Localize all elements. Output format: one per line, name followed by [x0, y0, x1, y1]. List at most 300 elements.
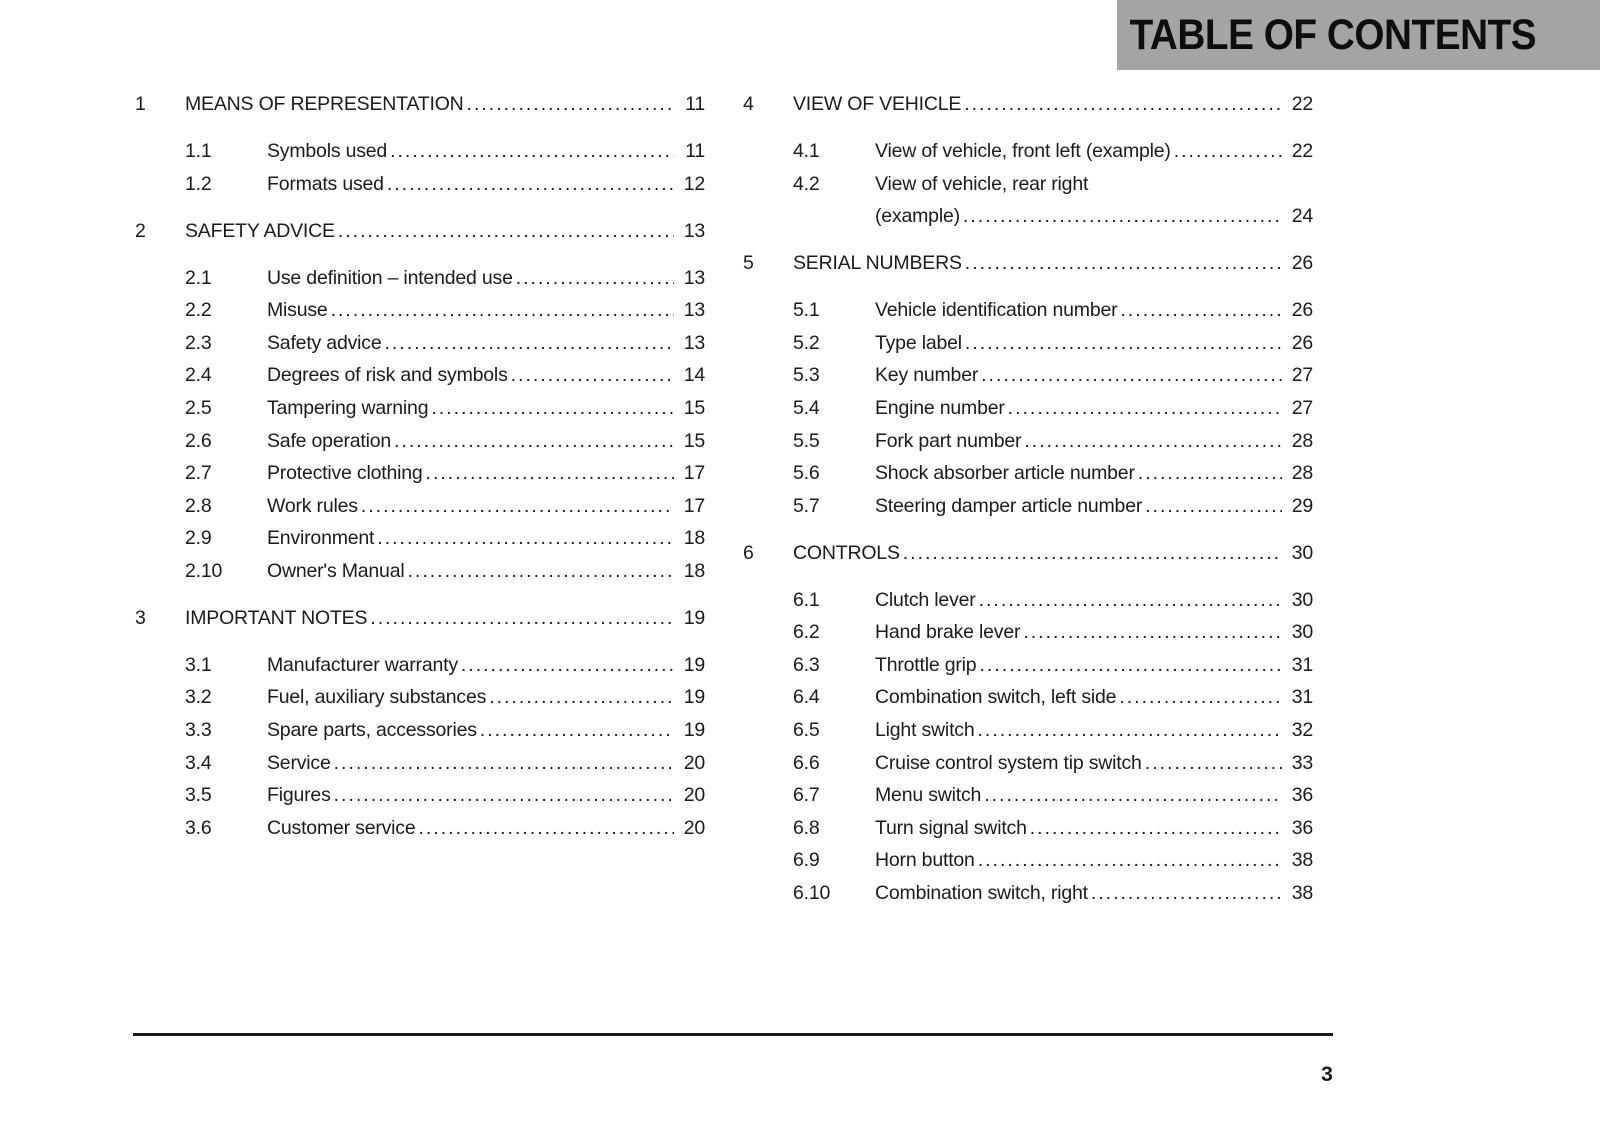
entry-number: 6.7 [793, 784, 820, 807]
entry-number: 2.10 [185, 559, 223, 582]
dot-leader [963, 200, 1282, 233]
entry-page-ref: 20 [683, 816, 705, 839]
entry-page-ref: 17 [683, 462, 705, 485]
entry-body [267, 359, 705, 392]
entry-line [875, 359, 1313, 392]
section-number: 2 [135, 219, 146, 242]
toc-column [743, 88, 1313, 910]
entry-page-ref: 32 [1291, 719, 1313, 742]
entry-number: 5.5 [793, 429, 820, 452]
toc-section [135, 88, 705, 200]
entry-number: 3.4 [185, 751, 212, 774]
dot-leader [984, 779, 1282, 812]
entry-line [875, 490, 1313, 523]
entry-page-ref: 26 [1291, 299, 1313, 322]
entry-title-wrap: View of vehicle, rear right [875, 172, 1089, 195]
entry-number: 6.1 [793, 588, 820, 611]
entry-title: Menu switch [875, 784, 982, 807]
entry-line [267, 555, 705, 588]
entry-line [875, 584, 1313, 617]
toc-entry [793, 649, 1313, 682]
entry-title: Fuel, auxiliary substances [267, 686, 487, 709]
entry-number: 6.5 [793, 719, 820, 742]
entry-number: 3.3 [185, 719, 212, 742]
entry-title: Formats used [267, 172, 384, 195]
section-number: 4 [743, 93, 754, 115]
dot-leader [394, 425, 674, 458]
page-title: TABLE OF CONTENTS [1129, 10, 1537, 59]
entry-line [267, 714, 705, 747]
toc-entry [793, 168, 1313, 233]
section-title: SERIAL NUMBERS [793, 252, 962, 275]
dot-leader [1023, 616, 1282, 649]
toc-entry [793, 294, 1313, 327]
entry-title: Figures [267, 784, 331, 807]
entry-body [267, 392, 705, 425]
toc-entry [793, 681, 1313, 714]
entry-number: 2.1 [185, 266, 212, 289]
dot-leader [1008, 392, 1282, 425]
section-title: VIEW OF VEHICLE [793, 93, 962, 115]
toc-entry [185, 359, 705, 392]
dot-leader [979, 584, 1282, 617]
entry-number: 6.3 [793, 653, 820, 676]
header-banner [1117, 0, 1600, 70]
entry-body [267, 168, 705, 201]
entry-body [267, 490, 705, 523]
toc-entry [185, 135, 705, 168]
dot-leader [338, 215, 674, 248]
toc-entry [793, 812, 1313, 845]
entry-line [875, 200, 1313, 233]
toc-entry [185, 262, 705, 295]
entry-line [875, 649, 1313, 682]
toc-entry [185, 457, 705, 490]
entry-line [267, 262, 705, 295]
entry-page-ref: 14 [683, 364, 705, 387]
dot-leader [1145, 490, 1282, 523]
entry-page-ref: 36 [1291, 784, 1313, 807]
entry-body [267, 681, 705, 714]
toc-entry [185, 327, 705, 360]
entry-page-ref: 30 [1291, 588, 1313, 611]
entry-body [267, 262, 705, 295]
toc-entry [793, 425, 1313, 458]
dot-leader [1120, 294, 1282, 327]
entry-number: 5.3 [793, 364, 820, 387]
toc-entry [185, 649, 705, 682]
section-title: IMPORTANT NOTES [185, 606, 368, 629]
entry-title: Safety advice [267, 331, 382, 354]
dot-leader [334, 779, 674, 812]
dot-leader [1119, 681, 1282, 714]
entry-body [267, 294, 705, 327]
entry-body [267, 747, 705, 780]
entry-line [875, 294, 1313, 327]
toc-entry [793, 844, 1313, 877]
entry-title: Type label [875, 331, 962, 354]
toc-section-heading [135, 602, 705, 635]
entry-title: Safe operation [267, 429, 392, 452]
section-page-ref: 19 [683, 606, 705, 629]
toc-entry [185, 747, 705, 780]
entry-page-ref: 29 [1291, 494, 1313, 517]
entry-number: 2.8 [185, 494, 212, 517]
entry-body [875, 584, 1313, 617]
entry-body [267, 522, 705, 555]
entry-number: 6.10 [793, 882, 831, 905]
entry-line [875, 681, 1313, 714]
entry-body [267, 457, 705, 490]
dot-leader [1091, 877, 1282, 910]
entry-number: 1.2 [185, 172, 212, 195]
toc-section-heading [135, 88, 705, 121]
entry-page-ref: 18 [683, 527, 705, 550]
entry-body [875, 616, 1313, 649]
entry-title: Customer service [267, 816, 416, 839]
entry-line [875, 135, 1313, 168]
entry-number: 3.2 [185, 686, 212, 709]
entry-page-ref: 24 [1291, 205, 1313, 228]
entry-line [267, 681, 705, 714]
entry-page-ref: 13 [683, 299, 705, 322]
entry-title: View of vehicle, front left (example) [875, 139, 1171, 162]
dot-leader [965, 327, 1282, 360]
toc-entry [793, 877, 1313, 910]
entry-title: Environment [267, 527, 375, 550]
entry-number: 6.9 [793, 849, 820, 872]
entry-page-ref: 30 [1291, 621, 1313, 644]
toc-entry [793, 779, 1313, 812]
entry-page-ref: 36 [1291, 816, 1313, 839]
toc-entry [185, 555, 705, 588]
section-page-ref: 26 [1291, 252, 1313, 275]
dot-leader [387, 168, 674, 201]
section-number: 1 [135, 93, 146, 115]
entry-number: 2.7 [185, 462, 212, 485]
entry-body [875, 392, 1313, 425]
dot-leader [1138, 457, 1282, 490]
entry-title: Combination switch, left side [875, 686, 1117, 709]
entry-number: 6.4 [793, 686, 820, 709]
entry-line [875, 425, 1313, 458]
section-number: 6 [743, 541, 754, 564]
dot-leader [965, 247, 1282, 280]
entry-title: Spare parts, accessories [267, 719, 477, 742]
entry-body [875, 359, 1313, 392]
entry-page-ref: 33 [1291, 751, 1313, 774]
entry-number: 3.6 [185, 816, 212, 839]
entry-title: Engine number [875, 396, 1005, 419]
toc-section [743, 88, 1313, 233]
dot-leader [361, 490, 674, 523]
entry-title: Shock absorber article number [875, 462, 1135, 485]
entry-line [875, 616, 1313, 649]
entry-number: 1.1 [185, 139, 212, 162]
entry-page-ref: 38 [1291, 849, 1313, 872]
dot-leader [377, 522, 674, 555]
entry-page-ref: 19 [683, 686, 705, 709]
dot-leader [461, 649, 674, 682]
entry-line [875, 779, 1313, 812]
section-page-ref: 22 [1291, 93, 1313, 115]
toc-entry [185, 392, 705, 425]
entry-body [267, 714, 705, 747]
entry-number: 5.2 [793, 331, 820, 354]
entry-body [267, 779, 705, 812]
entry-number: 2.6 [185, 429, 212, 452]
toc-section-heading [743, 247, 1313, 280]
section-page-ref: 11 [685, 93, 705, 115]
entry-body [875, 681, 1313, 714]
entry-line [267, 168, 705, 201]
dot-leader [419, 812, 674, 845]
entry-page-ref: 31 [1291, 653, 1313, 676]
entry-line [875, 747, 1313, 780]
page-number: 3 [1321, 1062, 1333, 1086]
entry-body [267, 812, 705, 845]
toc-section [743, 537, 1313, 910]
dot-leader [426, 457, 674, 490]
entry-line [267, 747, 705, 780]
dot-leader [964, 88, 1282, 121]
entry-title: Service [267, 751, 331, 774]
entry-number: 5.4 [793, 396, 820, 419]
toc-column [135, 88, 705, 910]
entry-title: Tampering warning [267, 396, 429, 419]
entry-body [267, 425, 705, 458]
entry-line [267, 812, 705, 845]
entry-title: Throttle grip [875, 653, 977, 676]
dot-leader [1024, 425, 1282, 458]
entry-title: Manufacturer warranty [267, 653, 458, 676]
section-number: 3 [135, 606, 146, 629]
toc-section [135, 215, 705, 588]
toc-entry [793, 359, 1313, 392]
entry-line [267, 779, 705, 812]
entry-line [875, 714, 1313, 747]
entry-title: Owner's Manual [267, 559, 405, 582]
entry-number: 3.1 [185, 653, 212, 676]
entry-title: Use definition – intended use [267, 266, 513, 289]
entry-number: 4.1 [793, 139, 820, 162]
entry-number: 6.8 [793, 816, 820, 839]
entry-body [875, 457, 1313, 490]
entry-page-ref: 20 [683, 784, 705, 807]
toc-entry [185, 812, 705, 845]
entry-body [875, 844, 1313, 877]
entry-line [267, 425, 705, 458]
dot-leader [978, 844, 1282, 877]
entry-body [875, 649, 1313, 682]
entry-body [875, 812, 1313, 845]
dot-leader [979, 649, 1282, 682]
entry-line [875, 877, 1313, 910]
entry-body [875, 747, 1313, 780]
dot-leader [981, 359, 1282, 392]
entry-page-ref: 27 [1291, 364, 1313, 387]
entry-title: Degrees of risk and symbols [267, 364, 508, 387]
dot-leader [903, 537, 1282, 570]
entry-body [267, 327, 705, 360]
dot-leader [516, 262, 674, 295]
dot-leader [390, 135, 674, 168]
dot-leader [480, 714, 674, 747]
toc-entry [185, 490, 705, 523]
dot-leader [1145, 747, 1282, 780]
entry-number: 4.2 [793, 172, 820, 195]
toc-entry [793, 392, 1313, 425]
entry-line [267, 392, 705, 425]
entry-line [267, 457, 705, 490]
entry-page-ref: 15 [683, 396, 705, 419]
entry-number: 5.7 [793, 494, 820, 517]
entry-line [267, 327, 705, 360]
entry-title: Misuse [267, 299, 328, 322]
toc-entry [793, 327, 1313, 360]
entry-line [875, 457, 1313, 490]
entry-number: 5.6 [793, 462, 820, 485]
entry-page-ref: 11 [685, 139, 705, 162]
entry-title: Steering damper article number [875, 494, 1143, 517]
entry-title: Clutch lever [875, 588, 976, 611]
entry-page-ref: 17 [683, 494, 705, 517]
entry-line [875, 392, 1313, 425]
entry-title: Key number [875, 364, 979, 387]
entry-page-ref: 28 [1291, 429, 1313, 452]
dot-leader [370, 602, 674, 635]
section-page-ref: 30 [1291, 541, 1313, 564]
entry-title: Fork part number [875, 429, 1022, 452]
dot-leader [334, 747, 674, 780]
entry-number: 6.2 [793, 621, 820, 644]
toc-entry [793, 490, 1313, 523]
dot-leader [407, 555, 674, 588]
dot-leader [331, 294, 674, 327]
entry-title: Light switch [875, 719, 975, 742]
toc-entry [185, 522, 705, 555]
entry-title: (example) [875, 205, 960, 228]
entry-line [267, 522, 705, 555]
dot-leader [977, 714, 1282, 747]
dot-leader [1174, 135, 1282, 168]
entry-page-ref: 13 [683, 331, 705, 354]
toc-section [135, 602, 705, 845]
toc-section-heading [135, 215, 705, 248]
dot-leader [431, 392, 674, 425]
entry-body [875, 327, 1313, 360]
entry-page-ref: 19 [683, 719, 705, 742]
entry-title: Symbols used [267, 139, 388, 162]
toc-entry [185, 168, 705, 201]
entry-page-ref: 13 [683, 266, 705, 289]
entry-number: 2.5 [185, 396, 212, 419]
entry-body [875, 714, 1313, 747]
entry-number: 2.4 [185, 364, 212, 387]
dot-leader [511, 359, 674, 392]
entry-body [875, 877, 1313, 910]
toc-entry [793, 714, 1313, 747]
entry-page-ref: 12 [683, 172, 705, 195]
entry-line [267, 294, 705, 327]
dot-leader [384, 327, 674, 360]
entry-body [875, 135, 1313, 168]
toc-entry [185, 779, 705, 812]
toc-entry [793, 457, 1313, 490]
entry-number: 2.2 [185, 299, 212, 322]
entry-line [267, 490, 705, 523]
entry-title: Horn button [875, 849, 975, 872]
entry-line [267, 135, 705, 168]
entry-title: Protective clothing [267, 462, 423, 485]
toc-entry [185, 294, 705, 327]
entry-page-ref: 20 [683, 751, 705, 774]
entry-body [875, 425, 1313, 458]
toc-entry [793, 584, 1313, 617]
entry-number: 5.1 [793, 299, 820, 322]
section-title: SAFETY ADVICE [185, 219, 335, 242]
entry-body [267, 649, 705, 682]
section-title: MEANS OF REPRESENTATION [185, 93, 464, 115]
section-number: 5 [743, 252, 754, 275]
table-of-contents [135, 88, 1313, 910]
entry-line [875, 812, 1313, 845]
entry-page-ref: 38 [1291, 882, 1313, 905]
entry-page-ref: 31 [1291, 686, 1313, 709]
dot-leader [467, 88, 674, 121]
entry-body [875, 490, 1313, 523]
entry-line [267, 359, 705, 392]
toc-entry [185, 425, 705, 458]
entry-body [875, 294, 1313, 327]
entry-number: 3.5 [185, 784, 212, 807]
toc-section [743, 247, 1313, 522]
entry-page-ref: 22 [1291, 139, 1313, 162]
entry-title: Turn signal switch [875, 816, 1027, 839]
entry-line [875, 844, 1313, 877]
entry-page-ref: 18 [683, 559, 705, 582]
entry-body [875, 168, 1313, 233]
toc-section-heading [743, 537, 1313, 570]
section-page-ref: 13 [683, 219, 705, 242]
footer-rule [133, 1033, 1333, 1036]
entry-body [267, 135, 705, 168]
toc-entry [793, 747, 1313, 780]
entry-body [875, 779, 1313, 812]
entry-title: Vehicle identification number [875, 299, 1118, 322]
section-title: CONTROLS [793, 541, 900, 564]
entry-number: 6.6 [793, 751, 820, 774]
toc-section-heading [743, 88, 1313, 121]
entry-page-ref: 19 [683, 653, 705, 676]
toc-entry [185, 681, 705, 714]
toc-entry [793, 135, 1313, 168]
entry-line [875, 327, 1313, 360]
entry-number: 2.9 [185, 527, 212, 550]
entry-title: Cruise control system tip switch [875, 751, 1142, 774]
entry-page-ref: 28 [1291, 462, 1313, 485]
entry-body [267, 555, 705, 588]
entry-page-ref: 15 [683, 429, 705, 452]
entry-title: Hand brake lever [875, 621, 1021, 644]
dot-leader [1030, 812, 1282, 845]
entry-page-ref: 27 [1291, 396, 1313, 419]
entry-page-ref: 26 [1291, 331, 1313, 354]
entry-line [267, 649, 705, 682]
toc-entry [185, 714, 705, 747]
entry-title: Work rules [267, 494, 358, 517]
dot-leader [489, 681, 674, 714]
